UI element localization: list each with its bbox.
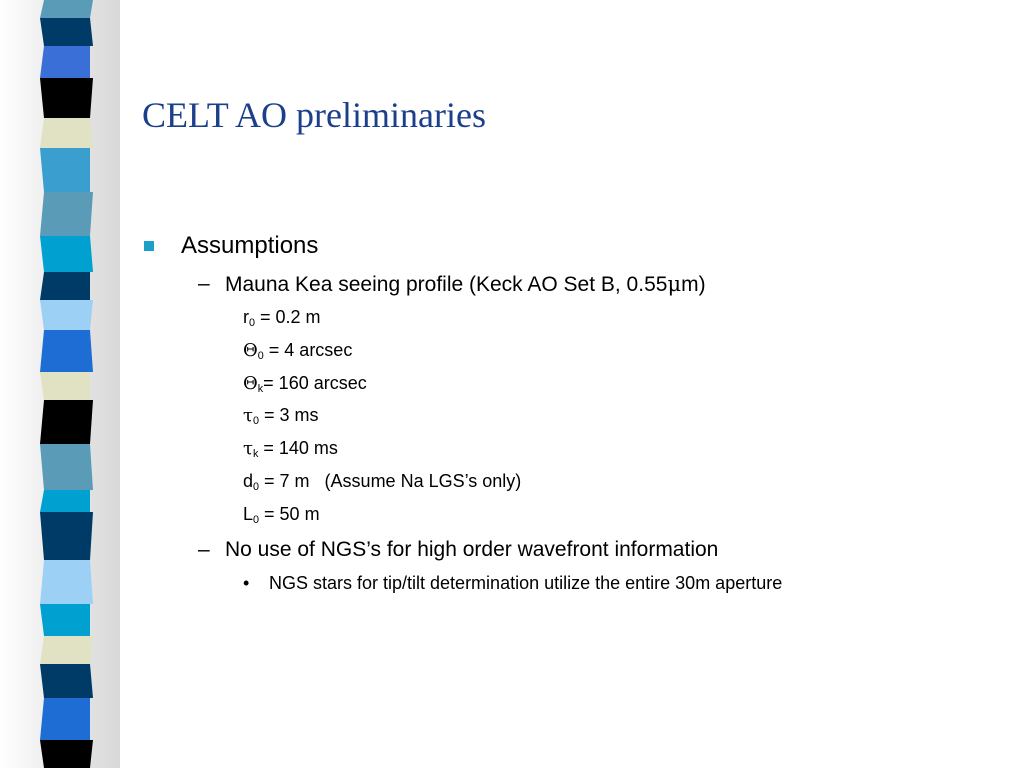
stripe-segment — [40, 636, 93, 664]
decorative-stripe-bar — [0, 0, 120, 768]
param-L0: $L_0 = 50$ m — [243, 504, 320, 527]
param-thetak: $\Theta_k= 160$ arcsec — [243, 373, 367, 396]
bullet-no-ngs: No use of NGS’s for high order wavefront information — [225, 538, 719, 561]
slide-title: CELT AO preliminaries — [142, 95, 486, 135]
stripe-pattern — [0, 0, 120, 768]
param-d0: $d_0 = 7$ m (Assume Na LGS’s only) — [243, 471, 522, 494]
stripe-segment — [40, 148, 90, 192]
stripe-segment — [40, 698, 90, 740]
stripe-segment — [40, 664, 93, 698]
stripe-segment — [40, 330, 93, 372]
param-tau0: $\tau_0 = 3$ ms — [243, 405, 319, 428]
stripe-segment — [40, 192, 93, 236]
dot-marker: • — [243, 573, 250, 593]
stripe-segment — [40, 444, 93, 490]
bullet-ngs-tiptilt: NGS stars for tip/tilt determination utilize the entire 30m aperture — [269, 573, 783, 593]
square-bullet-icon — [144, 241, 154, 251]
dash-marker: – — [198, 538, 210, 561]
stripe-segment — [40, 118, 93, 148]
stripe-segment — [40, 604, 90, 636]
stripe-segment — [40, 18, 93, 46]
stripe-segment — [40, 512, 93, 560]
stripe-segment — [40, 0, 93, 18]
param-tauk: $\tau_k = 140$ ms — [243, 438, 338, 461]
stripe-segment — [40, 78, 93, 118]
stripe-segment — [40, 372, 90, 400]
dash-marker: – — [198, 272, 210, 295]
stripe-segment — [40, 300, 93, 330]
bullet-seeing-profile: Mauna Kea seeing profile (Keck AO Set B, 0.55μm) — [225, 272, 706, 296]
stripe-segment — [40, 560, 93, 604]
stripe-segment — [40, 236, 93, 272]
stripe-segment — [40, 272, 90, 300]
stripe-segment — [40, 46, 90, 78]
stripe-segment — [40, 400, 93, 444]
stripe-segment — [40, 490, 90, 512]
param-theta0: $\Theta_0 = 4$ arcsec — [243, 340, 353, 363]
param-r0: $r_0 = 0.2$ m — [243, 307, 321, 330]
mu-symbol: μ — [667, 272, 682, 296]
stripe-segment — [40, 740, 93, 768]
bullet-assumptions: Assumptions — [181, 232, 319, 259]
